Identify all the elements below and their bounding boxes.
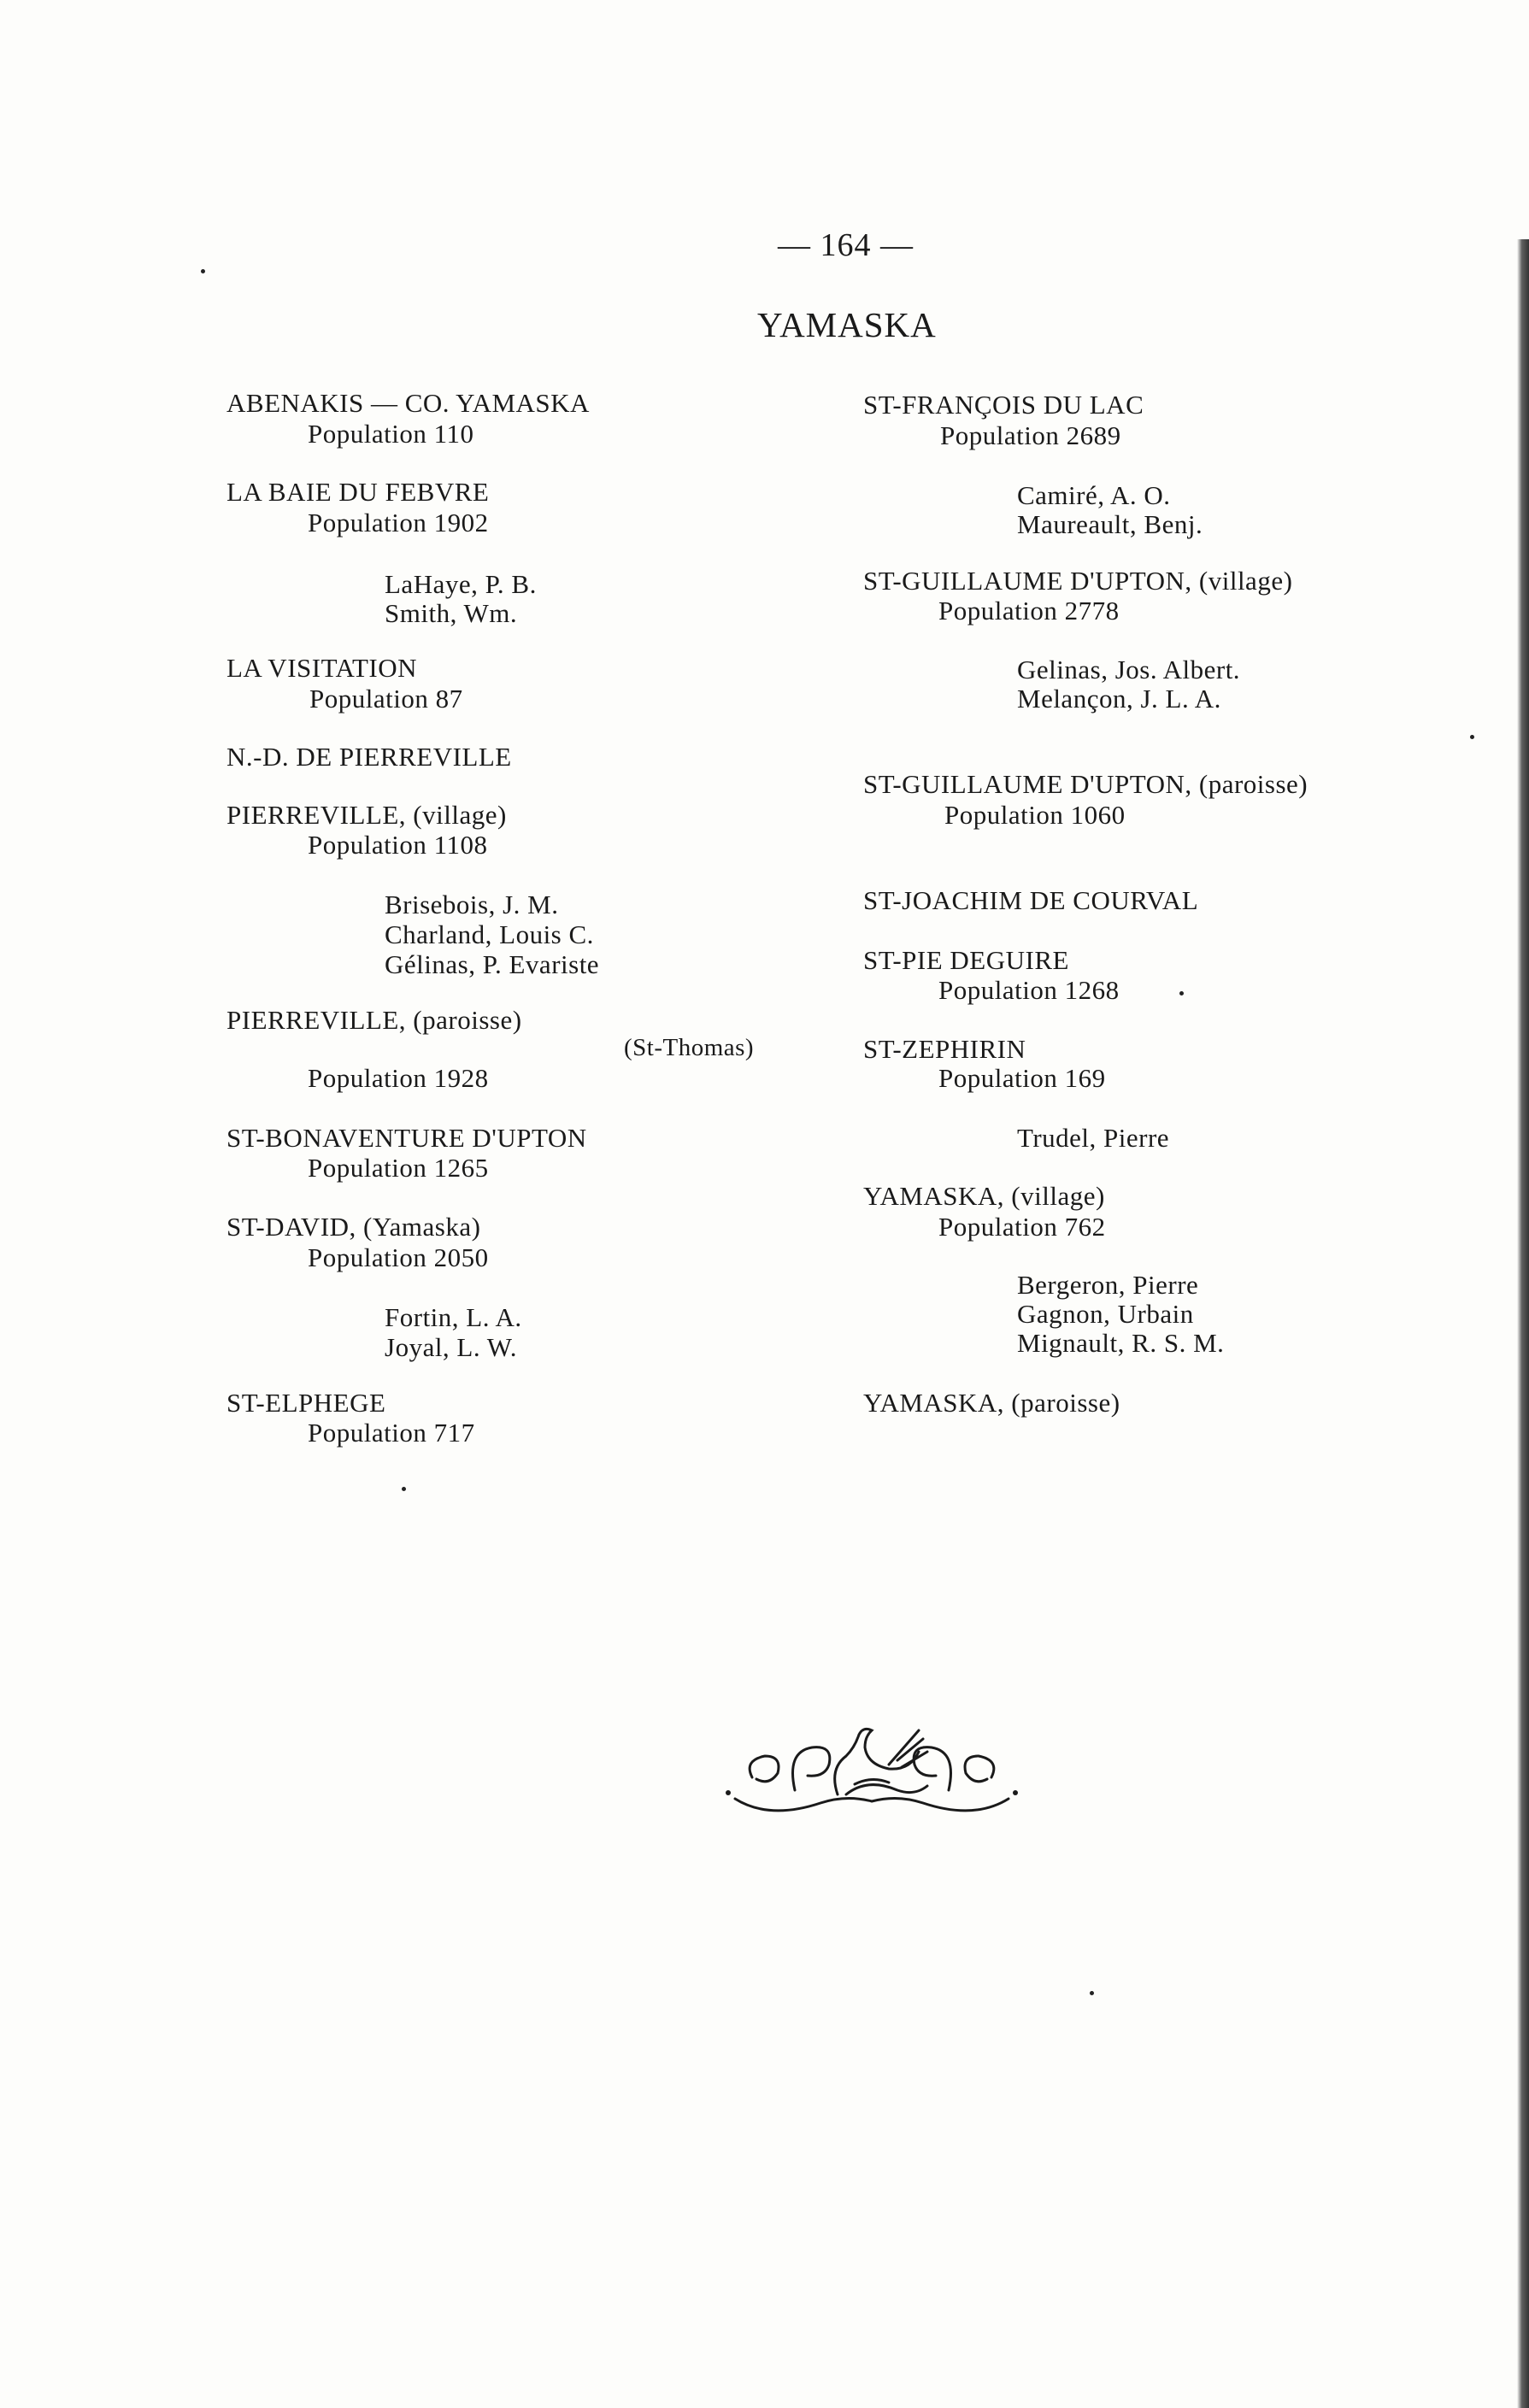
population-st-david: Population 2050 [308,1242,489,1272]
entry-st-joachim: ST-JOACHIM DE COURVAL [863,885,1199,915]
entry-st-zephirin: ST-ZEPHIRIN [863,1034,1026,1064]
page-title: YAMASKA [757,305,937,344]
name-gagnon: Gagnon, Urbain [1017,1299,1194,1329]
population-pierreville-paroisse: Population 1928 [308,1063,489,1093]
entry-st-david: ST-DAVID, (Yamaska) [226,1212,481,1242]
population-abenakis: Population 110 [308,419,474,449]
name-maureault: Maureault, Benj. [1017,509,1203,539]
entry-la-baie: LA BAIE DU FEBVRE [226,477,490,507]
population-st-francois: Population 2689 [940,420,1121,450]
name-gelinas-jos: Gelinas, Jos. Albert. [1017,655,1241,684]
name-charland: Charland, Louis C. [385,919,594,949]
entry-pierreville-paroisse: PIERREVILLE, (paroisse) [226,1005,522,1035]
scan-speck [1470,735,1474,739]
population-st-zephirin: Population 169 [938,1063,1106,1093]
population-la-visitation: Population 87 [309,684,463,714]
entry-la-visitation: LA VISITATION [226,653,418,683]
scan-speck [1179,991,1184,996]
scan-speck [1090,1991,1094,1995]
population-st-guillaume-village: Population 2778 [938,596,1120,625]
entry-st-elphege: ST-ELPHEGE [226,1388,386,1418]
page-number: — 164 — [778,227,914,263]
name-gelinas: Gélinas, P. Evariste [385,949,600,979]
swan-ornament-icon [718,1718,1026,1820]
name-bergeron: Bergeron, Pierre [1017,1270,1199,1300]
name-mignault: Mignault, R. S. M. [1017,1328,1225,1358]
entry-abenakis: ABENAKIS — CO. YAMASKA [226,388,590,418]
entry-st-pie: ST-PIE DEGUIRE [863,945,1069,975]
population-la-baie: Population 1902 [308,508,489,537]
entry-nd-pierreville: N.-D. DE PIERREVILLE [226,742,512,772]
entry-st-guillaume-paroisse: ST-GUILLAUME D'UPTON, (paroisse) [863,769,1308,799]
name-joyal: Joyal, L. W. [385,1332,517,1362]
entry-yamaska-village: YAMASKA, (village) [863,1181,1105,1211]
entry-pierreville-village: PIERREVILLE, (village) [226,800,507,830]
scan-speck [402,1487,406,1491]
name-fortin: Fortin, L. A. [385,1302,522,1332]
scan-speck [201,269,205,273]
name-lahaye: LaHaye, P. B. [385,569,537,599]
population-yamaska-village: Population 762 [938,1212,1106,1242]
note-st-thomas: (St-Thomas) [624,1034,755,1061]
page-edge-shadow [1517,239,1529,2408]
name-camire: Camiré, A. O. [1017,480,1171,510]
entry-yamaska-paroisse: YAMASKA, (paroisse) [863,1388,1120,1418]
name-melancon: Melançon, J. L. A. [1017,684,1221,714]
population-st-bonaventure: Population 1265 [308,1153,489,1183]
population-st-elphege: Population 717 [308,1418,475,1448]
name-brisebois: Brisebois, J. M. [385,890,559,919]
name-smith: Smith, Wm. [385,598,518,628]
population-st-guillaume-paroisse: Population 1060 [944,800,1126,830]
entry-st-francois: ST-FRANÇOIS DU LAC [863,390,1144,420]
name-trudel: Trudel, Pierre [1017,1123,1170,1153]
entry-st-bonaventure: ST-BONAVENTURE D'UPTON [226,1123,587,1153]
population-pierreville-village: Population 1108 [308,830,488,860]
entry-st-guillaume-village: ST-GUILLAUME D'UPTON, (village) [863,566,1293,596]
population-st-pie: Population 1268 [938,975,1120,1005]
